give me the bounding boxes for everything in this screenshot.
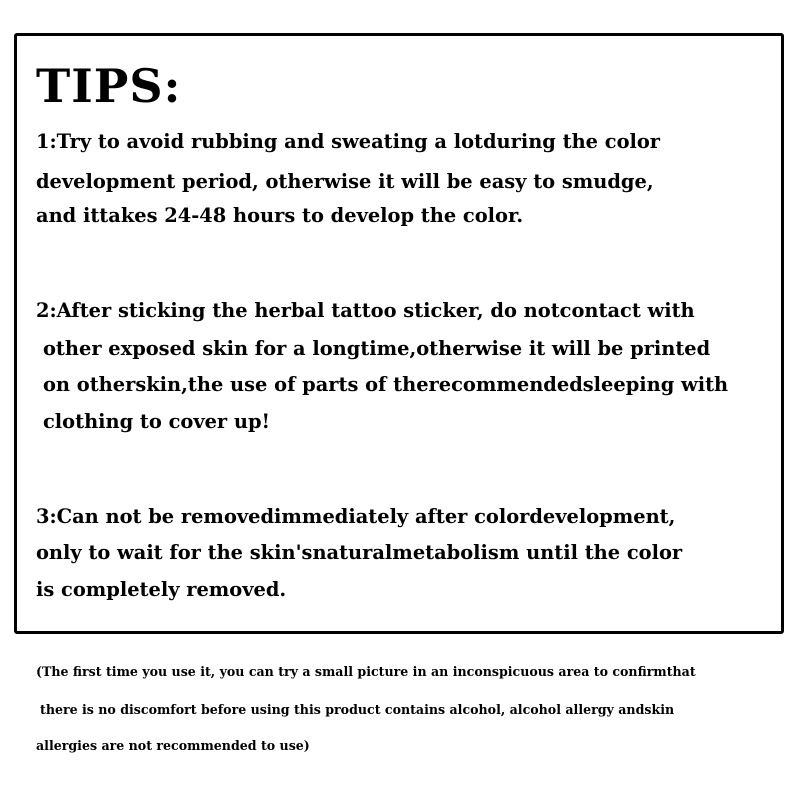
tip-2-line-2: other exposed skin for a longtime,otherwise it will be printed: [43, 337, 711, 360]
tip-1-line-2: development period, otherwise it will be easy to smudge,: [36, 170, 654, 193]
tip-1-line-3: and ittakes 24-48 hours to develop the color.: [36, 204, 524, 227]
tip-3-line-2: only to wait for the skin'snaturalmetabolism until the color: [36, 541, 683, 564]
tips-title: TIPS:: [36, 59, 182, 113]
tip-3-line-3: is completely removed.: [36, 578, 287, 601]
tip-2-line-3: on otherskin,the use of parts of therecommendedsleeping with: [43, 373, 729, 396]
tip-2-line-1: 2:After sticking the herbal tattoo sticker, do notcontact with: [36, 299, 695, 322]
tip-2-line-4: clothing to cover up!: [43, 410, 271, 433]
note-line-2: there is no discomfort before using this product contains alcohol, alcohol allergy andskin: [40, 702, 675, 717]
note-line-3: allergies are not recommended to use): [36, 738, 310, 753]
tip-3-line-1: 3:Can not be removedimmediately after colordevelopment,: [36, 505, 676, 528]
note-line-1: (The first time you use it, you can try a small picture in an inconspicuous area to confirmthat: [36, 664, 696, 679]
tip-1-line-1: 1:Try to avoid rubbing and sweating a lotduring the color: [36, 130, 661, 153]
